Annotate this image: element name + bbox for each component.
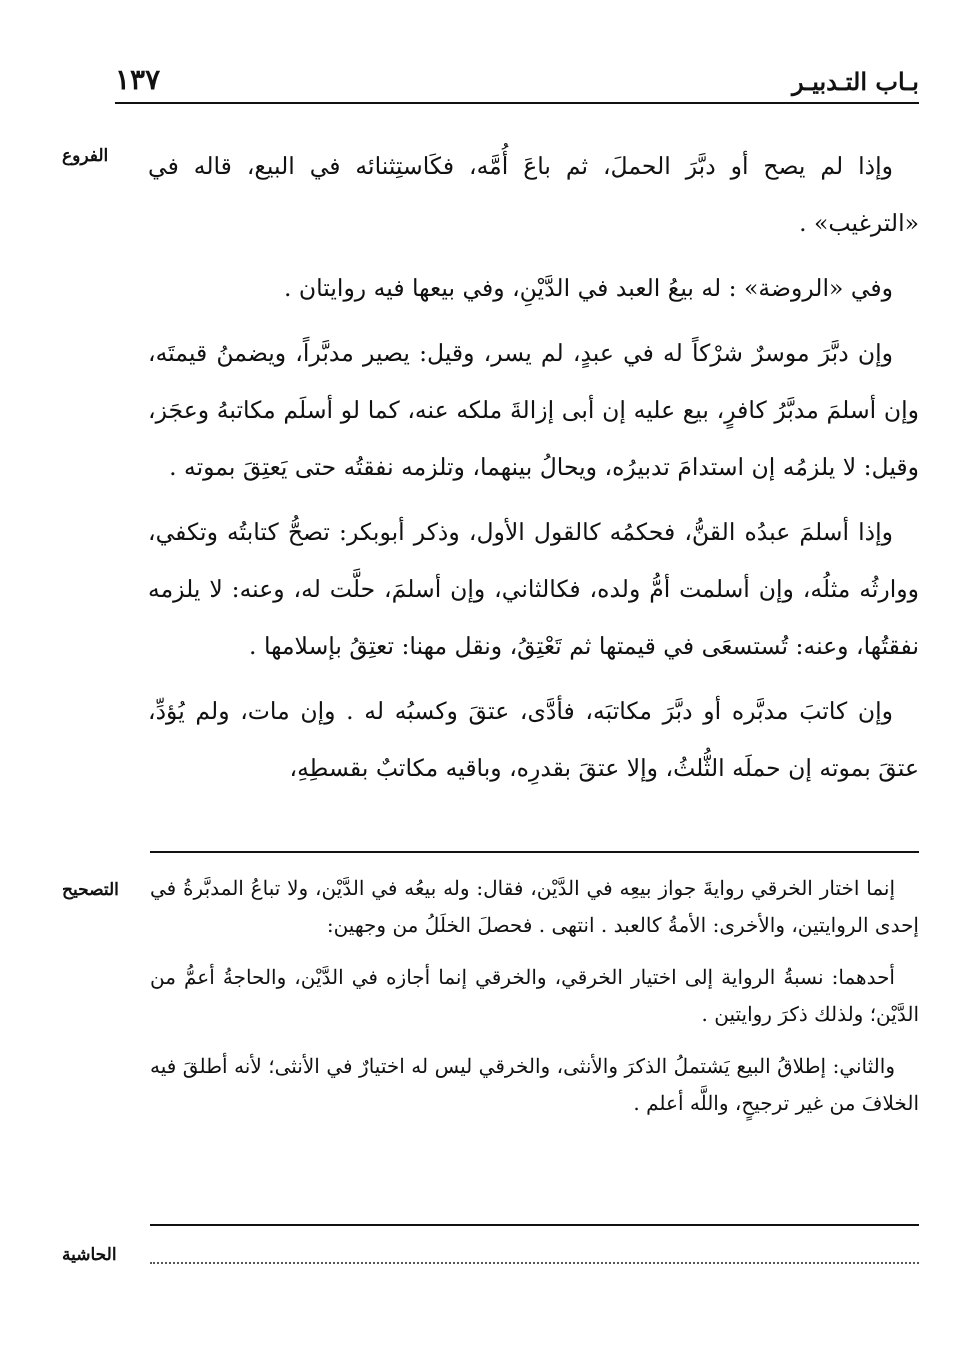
tashih-paragraph-3: والثاني: إطلاقُ البيع يَشتملُ الذكرَ والأنثى، والخرقي ليس له اختيارٌ في الأنثى؛ لأنه أطلقَ فيه الخلافَ من غير ترجيحٍ، واللَّه أعلم . [150,1054,919,1115]
tashih-paragraph-2: أحدهما: نسبةُ الرواية إلى اختيار الخرقي، والخرقي إنما أجازه في الدَّيْن، والحاجةُ أعمُّ من الدَّيْن؛ ولذلك ذكرَ روايتين . [150,965,919,1026]
chapter-title: بـاب التـدبيـر [791,67,919,96]
main-paragraph-4: وإذا أسلمَ عبدُه القنُّ، فحكمُه كالقول الأول، وذكر أبوبكر: تصحُّ كتابتُه وتكفي، ووارثُه مثلُه، وإن أسلمت أمُّ ولده، فكالثاني، وإن أسلمَ، حلَّت له، وعنه: لا يلزمه نفقتُها، وعنه: تُستسعَى في قيمتها ثم تَعْتِقُ، ونقل مهنا: تعتِقُ بإسلامها . [148,518,919,660]
page-number: ١٣٧ [115,63,161,96]
main-text [148,138,919,805]
margin-label-hashiya: الحاشية [62,1245,117,1265]
main-paragraph-2: وفي «الروضة» : له بيعُ العبد في الدَّيْنِ، وفي بيعها فيه روايتان . [283,274,893,302]
margin-label-tashih: التصحيح [62,880,119,900]
divider-rule [150,1224,919,1226]
running-header [115,58,919,104]
main-paragraph-5: وإن كاتبَ مدبَّره أو دبَّرَ مكاتبَه، فأدَّى، عتقَ وكسبُه له . وإن مات، ولم يُؤدِّ، عتقَ بموته إن حملَه الثُّلثُ، وإلا عتقَ بقدرِه، وباقيه مكاتبٌ بقسطِهِ، [148,697,919,782]
tashih-text [150,870,919,1137]
divider-rule [150,851,919,853]
main-paragraph-1: وإذا لم يصح أو دبَّرَ الحملَ، ثم باعَ أُمَّه، فكَاستِثنائه في البيع، قاله في «الترغيب» . [148,152,919,237]
tashih-paragraph-1: إنما اختار الخرقي روايةَ جواز بيعِه في الدَّيْن، فقال: وله بيعُه في الدَّيْن، ولا تباعُ المدبَّرةُ في إحدى الروايتين، والأخرى: الأمةُ كالعبد . انتهى . فحصلَ الخلَلُ من وجهين: [150,876,919,937]
main-paragraph-3: وإن دبَّرَ موسرٌ شرْكاً له في عبدٍ، لم يسر، وقيل: يصير مدبَّراً، ويضمنُ قيمتَه، وإن أسلمَ مدبَّرُ كافرٍ، بيع عليه إن أبى إزالةَ ملكه عنه، كما لو أسلَم مكاتبهُ وعجَز، وقيل: لا يلزمُه إن استدامَ تدبيرُه، ويحالُ بينهما، وتلزمه نفقتُه حتى يَعتِقَ بموته . [148,339,919,481]
dotted-line [150,1262,919,1264]
margin-label-furu: الفروع [62,146,109,166]
